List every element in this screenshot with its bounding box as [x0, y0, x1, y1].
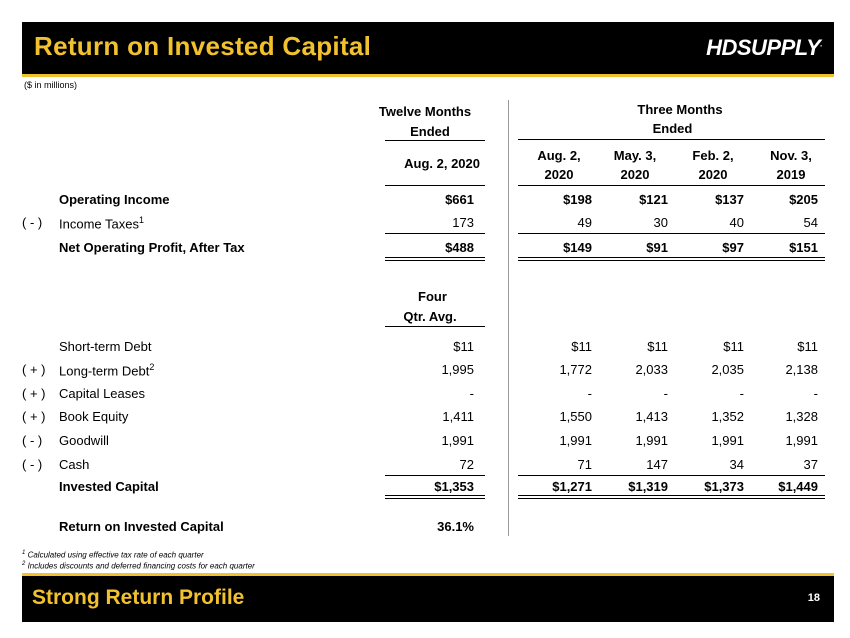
three-months-underline — [518, 139, 825, 140]
roic-value: 36.1% — [437, 519, 474, 534]
row-value: $661 — [445, 192, 474, 207]
row-label: Short-term Debt — [59, 339, 152, 354]
col0-header: Aug. 2, 2020 — [404, 156, 480, 171]
row-value: 1,328 — [785, 409, 818, 424]
row-value: 1,991 — [711, 433, 744, 448]
row-value: 173 — [452, 215, 474, 230]
footnote-text: Calculated using effective tax rate of each quarter — [27, 550, 204, 560]
subtotal-rule — [385, 233, 485, 234]
row-value: $1,271 — [552, 479, 592, 494]
row-value: 1,772 — [559, 362, 592, 377]
logo-prefix: HD — [706, 35, 737, 60]
footnote-2 — [22, 561, 255, 571]
hd-supply-logo — [706, 35, 822, 61]
footnote-text: Includes discounts and deferred financing costs for each quarter — [27, 561, 255, 571]
col1-header-2: 2020 — [544, 167, 574, 182]
row-value: $205 — [789, 192, 818, 207]
row-value: $121 — [639, 192, 668, 207]
header-divider — [22, 74, 834, 77]
footnote-ref: 1 — [138, 215, 144, 225]
row-value: 1,991 — [559, 433, 592, 448]
footnote-1 — [22, 550, 204, 560]
row-value: 30 — [653, 215, 668, 230]
row-value: - — [587, 386, 592, 401]
row-value: $149 — [563, 240, 592, 255]
row-value: $11 — [453, 339, 474, 354]
row-value: $198 — [563, 192, 592, 207]
subtotal-rule — [518, 475, 825, 476]
row-value: 1,991 — [441, 433, 474, 448]
row-value: 1,352 — [711, 409, 744, 424]
row-value: 37 — [803, 457, 818, 472]
row-value: - — [813, 386, 818, 401]
col2-header-1: May. 3, — [613, 148, 657, 163]
row-value: 2,035 — [711, 362, 744, 377]
footnote-ref: 2 — [149, 362, 155, 372]
four-qtr-header-2: Qtr. Avg. — [403, 309, 457, 324]
total-rule — [518, 257, 825, 258]
row-value: $1,449 — [778, 479, 818, 494]
row-value: 2,033 — [635, 362, 668, 377]
total-rule — [385, 257, 485, 258]
row-label: Invested Capital — [59, 479, 159, 494]
row-value: 71 — [577, 457, 592, 472]
col1-header-1: Aug. 2, — [537, 148, 581, 163]
col3-header-1: Feb. 2, — [692, 148, 734, 163]
subtotal-rule — [518, 233, 825, 234]
units-note: ($ in millions) — [24, 80, 78, 90]
total-rule — [518, 495, 825, 496]
four-qtr-underline — [385, 326, 485, 327]
footer-bar — [22, 576, 834, 622]
row-value: - — [739, 386, 744, 401]
row-value: - — [469, 386, 474, 401]
row-value: $11 — [797, 339, 818, 354]
total-rule — [385, 260, 485, 261]
row-label: Book Equity — [59, 409, 129, 424]
twelve-months-underline — [385, 140, 485, 141]
row-value: 1,995 — [441, 362, 474, 377]
total-rule — [518, 260, 825, 261]
row-value: $11 — [571, 339, 592, 354]
row-value: 1,991 — [785, 433, 818, 448]
row-value: 34 — [729, 457, 744, 472]
row-value: 147 — [646, 457, 668, 472]
row-value: $488 — [445, 240, 474, 255]
three-months-header-1: Three Months — [637, 102, 723, 117]
row-value: 72 — [459, 457, 474, 472]
row-label: Net Operating Profit, After Tax — [59, 240, 245, 255]
row-label: Capital Leases — [59, 386, 145, 401]
row-value: $1,353 — [434, 479, 474, 494]
row-label — [59, 362, 154, 378]
row-prefix: ( + ) — [22, 386, 46, 401]
row-label-text: Long-term Debt — [59, 363, 150, 379]
row-value: 49 — [577, 215, 592, 230]
total-rule — [518, 498, 825, 499]
row-label: Goodwill — [59, 433, 109, 448]
row-prefix: ( - ) — [22, 457, 43, 472]
row-label: Cash — [59, 457, 90, 472]
row-value: 54 — [803, 215, 818, 230]
column-separator — [508, 100, 509, 536]
total-rule — [385, 498, 485, 499]
row-value: $151 — [789, 240, 818, 255]
subtotal-rule — [385, 475, 485, 476]
row-value: 40 — [729, 215, 744, 230]
logo-mark: . — [820, 39, 822, 49]
footnote-num: 2 — [22, 561, 26, 567]
col2-header-2: 2020 — [620, 167, 650, 182]
row-value: 1,413 — [635, 409, 668, 424]
row-value: - — [663, 386, 668, 401]
row-value: $11 — [723, 339, 744, 354]
logo-suffix: SUPPLY — [736, 35, 821, 60]
row-prefix: ( + ) — [22, 409, 46, 424]
col4-header-1: Nov. 3, — [770, 148, 812, 163]
row-value: $97 — [722, 240, 744, 255]
twelve-months-header-1: Twelve Months — [378, 104, 472, 119]
header-bar — [22, 22, 834, 74]
footer-title: Strong Return Profile — [32, 586, 245, 609]
total-rule — [385, 495, 485, 496]
row-label — [59, 215, 144, 231]
row-value: $1,373 — [704, 479, 744, 494]
row-prefix: ( - ) — [22, 215, 43, 230]
row-label: Return on Invested Capital — [59, 519, 224, 534]
col3-header-2: 2020 — [698, 167, 728, 182]
quarters-header-underline — [518, 185, 825, 186]
row-label: Operating Income — [59, 192, 170, 207]
row-prefix: ( - ) — [22, 433, 43, 448]
row-value: $137 — [715, 192, 744, 207]
row-value: $11 — [647, 339, 668, 354]
row-prefix: ( + ) — [22, 362, 46, 377]
row-label-text: Income Taxes — [59, 216, 139, 232]
row-value: 2,138 — [785, 362, 818, 377]
page-number: 18 — [807, 592, 820, 604]
row-value: 1,550 — [559, 409, 592, 424]
four-qtr-header-1: Four — [418, 289, 447, 304]
col4-header-2: 2019 — [776, 167, 806, 182]
page-title: Return on Invested Capital — [34, 31, 372, 61]
footnote-num: 1 — [22, 550, 26, 556]
twelve-months-header-2: Ended — [410, 124, 450, 139]
col0-header-underline — [385, 185, 485, 186]
row-value: 1,411 — [442, 409, 474, 424]
three-months-header-2: Ended — [652, 121, 693, 136]
row-value: $1,319 — [628, 479, 668, 494]
row-value: $91 — [646, 240, 668, 255]
row-value: 1,991 — [635, 433, 668, 448]
